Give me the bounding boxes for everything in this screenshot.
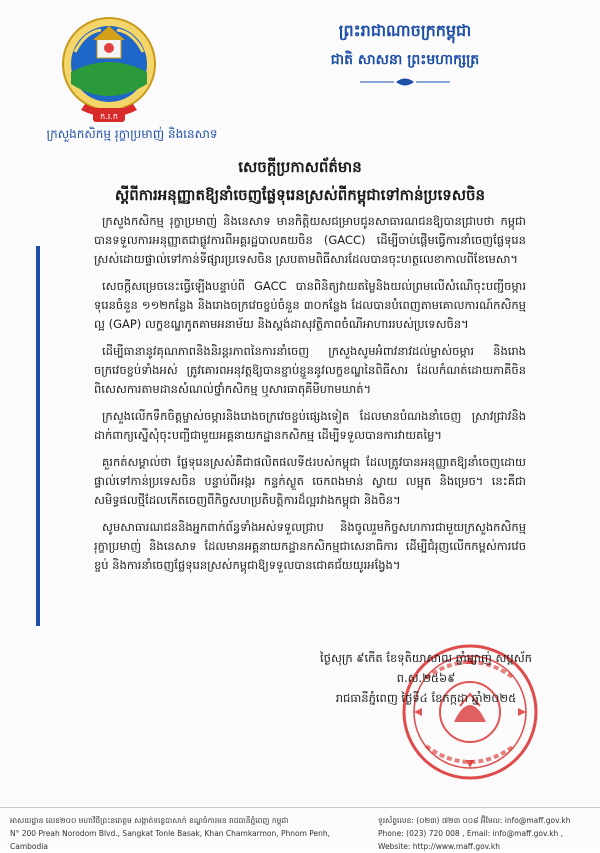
date-block bbox=[306, 648, 546, 708]
national-motto: ជាតិ សាសនា ព្រះមហាក្សត្រ bbox=[330, 52, 480, 68]
contact-khmer: ទូរស័ព្ទលេខ: (០២៣) ៧២៣ ០០៨ អ៊ីមែល: info@maff.gov.kh bbox=[378, 816, 571, 825]
paragraph-1: ក្រសួងកសិកម្ម រុក្ខាប្រមាញ់ និងនេសាទ មានកិត្តិយសជម្រាបជូនសាធារណជនឱ្យបានជ្រាបថា កម្ពុជាបានទទួលការអនុញ្ញាតជាផ្លូវការពីអគ្គរដ្ឋបាលគយចិន (GACC) ដើម្បីចាប់ផ្តើមធ្វើការនាំចេញផ្លែទុរេនស្រស់ដោយផ្ទាល់ទៅកាន់ទីផ្សារប្រទេសចិន ស្របតាមពិធីសារដែលបានចុះហត្ថលេខាកាលពីខែមេសា។ bbox=[94, 214, 526, 266]
footer-contact bbox=[378, 814, 594, 853]
emblem-text: ក.រ.ក bbox=[100, 112, 118, 121]
ornament-divider-icon bbox=[360, 77, 450, 87]
address-khmer: អាសយដ្ឋាន លេខ២០០ មហាវិថីព្រះនរោត្តម សង្កាត់ទន្លេបាសាក់ ខណ្ឌចំការមន រាជធានីភ្នំពេញ កម្ពុជា bbox=[10, 816, 289, 825]
ministry-emblem-logo bbox=[55, 12, 163, 130]
footer-address bbox=[10, 814, 370, 853]
document-body bbox=[94, 212, 526, 583]
lunar-date: ថ្ងៃសុក្រ ៩កើត ខែទុតិយាសាឍ ឆ្នាំម្សាញ់ សប្តស័ក ព.ស.២៥៦៩ bbox=[320, 651, 532, 685]
paragraph-4: ក្រសួងលើកទឹកចិត្តម្ចាស់ចម្ការនិងរោងចក្រវេចខ្ចប់ផ្សេងទៀត ដែលមានបំណងនាំចេញ ស្រាវជ្រាវនិងដាក់ពាក្យស្នើសុំចុះបញ្ជីជាមួយអគ្គនាយកដ្ឋានកសិកម្ម ដើម្បីទទួលបានការវាយតម្លៃ។ bbox=[94, 409, 526, 442]
address-english: N° 200 Preah Norodom Blvd., Sangkat Tonle Basak, Khan Chamkarmon, Phnom Penh, Cambodia bbox=[10, 829, 331, 851]
margin-bar bbox=[36, 246, 40, 626]
solar-date: រាជធានីភ្នំពេញ ថ្ងៃទី៤ ខែកក្កដា ឆ្នាំ២០២៥ bbox=[335, 691, 517, 705]
paragraph-3: ដើម្បីធានានូវគុណភាពនិងនិរន្តរភាពនៃការនាំចេញ ក្រសួងសូមអំពាវនាវដល់ម្ចាស់ចម្ការ និងរោងចក្រវេចខ្ចប់ទាំងអស់ ត្រូវគោរពអនុវត្តឱ្យបានខ្ជាប់ខ្ជួននូវលក្ខខណ្ឌនៃពិធីសារ ដែលកំណត់ដោយភាគីចិន ពិសេសការតាមដានសំណល់ថ្នាំកសិកម្ម ឬសារធាតុគីមីហាមឃាត់។ bbox=[94, 344, 526, 396]
paragraph-6: សូមសាធារណជននិងអ្នកពាក់ព័ន្ធទាំងអស់ទទួលជ្រាប និងចូលរួមកិច្ចសហការជាមួយក្រសួងកសិកម្ម រុក្ខាប្រមាញ់ និងនេសាទ ដែលមានអគ្គនាយកដ្ឋានកសិកម្មជាសេនាធិការ ដើម្បីជំរុញលើកកម្ពស់ការវេចខ្ចប់ និងការនាំចេញផ្លែទុរេនស្រស់កម្ពុជាឱ្យទទួលបានជោគជ័យយូរអង្វែង។ bbox=[94, 520, 526, 572]
kingdom-name: ព្រះរាជាណាចក្រកម្ពុជា bbox=[338, 21, 472, 40]
ministry-name: ក្រសួងកសិកម្ម រុក្ខាប្រមាញ់ និងនេសាទ bbox=[46, 127, 218, 141]
document-title bbox=[40, 158, 560, 208]
title-line-2: ស្តីពីការអនុញ្ញាតឱ្យនាំចេញផ្លែទុរេនស្រស់ពីកម្ពុជាទៅកាន់ប្រទេសចិន bbox=[114, 186, 486, 204]
paragraph-2: សេចក្តីសម្រេចនេះធ្វើឡើងបន្ទាប់ពី GACC បានពិនិត្យវាយតម្លៃនិងយល់ព្រមលើសំណើចុះបញ្ជីចម្ការទុរេនចំនួន ១១២កន្លែង និងរោងចក្រវេចខ្ចប់ចំនួន ៣០កន្លែង ដែលបានបំពេញតាមគោលការណ៍កសិកម្មល្អ (GAP) លក្ខខណ្ឌភូតគាមអនាម័យ និងស្តង់ដាសុវត្ថិភាពចំណីអាហាររបស់ប្រទេសចិន។ bbox=[94, 279, 526, 331]
kingdom-header bbox=[240, 20, 570, 91]
title-line-1: សេចក្តីប្រកាសព័ត៌មាន bbox=[238, 158, 362, 176]
footer bbox=[0, 807, 600, 850]
paragraph-5: គួរកត់សម្គាល់ថា ផ្លែទុរេនស្រស់គឺជាផលិតផលទី៥របស់កម្ពុជា ដែលត្រូវបានអនុញ្ញាតឱ្យនាំចេញដោយផ្ទាល់ទៅកាន់ប្រទេសចិន បន្ទាប់ពីអង្ករ កន្ទក់ស្ងួត ចេកពងមាន់ ស្វាយ លម្អុត និងម្រេច។ នេះគឺជាសមិទ្ធផលថ្មីដែលកើតចេញពីកិច្ចសហប្រតិបត្តិការដ៏ល្អរវាងកម្ពុជា និងចិន។ bbox=[94, 455, 526, 507]
contact-english: Phone: (023) 720 008 , Email: info@maff.gov.kh , Website: http://www.maff.gov.kh bbox=[378, 829, 564, 851]
